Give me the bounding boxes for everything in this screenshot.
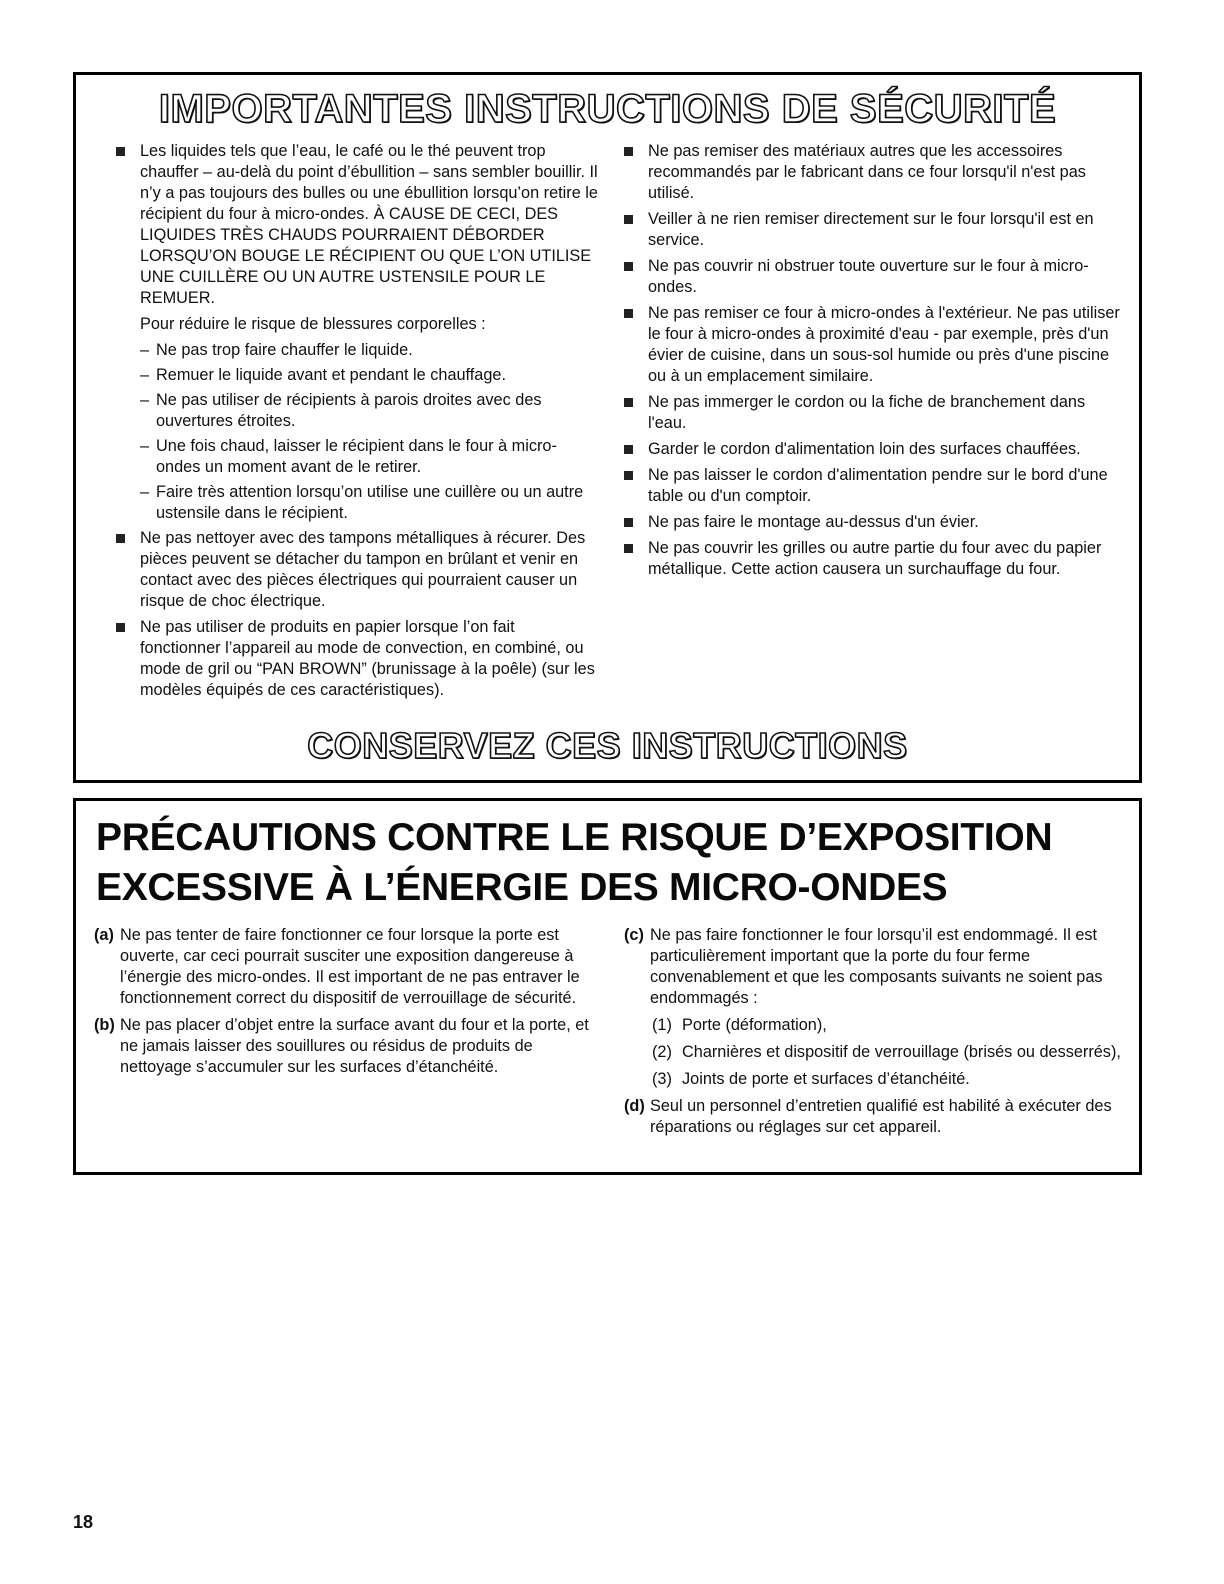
safety-instructions-box: [73, 72, 1142, 783]
safety-right-column: [622, 141, 1122, 585]
precautions-title-line2: EXCESSIVE À L’ÉNERGIE DES MICRO-ONDES: [96, 866, 948, 909]
dash-item: – Une fois chaud, laisser le récipient dans le four à micro-ondes un moment avant de le retirer.: [140, 437, 557, 476]
page-number: 18: [73, 1512, 94, 1532]
list-item: Ne pas immerger le cordon ou la fiche de branchement dans l'eau.: [622, 392, 1122, 434]
precautions-left-column: [94, 925, 594, 1084]
component-item: (3) Joints de porte et surfaces d’étanchéité.: [652, 1070, 970, 1088]
precaution-a: [94, 925, 594, 1009]
precaution-label: (b): [94, 1016, 115, 1034]
list-item: Garder le cordon d'alimentation loin des surfaces chauffées.: [622, 439, 1122, 460]
component-item: (1) Porte (déformation),: [652, 1016, 827, 1034]
list-item: Veiller à ne rien remiser directement sur le four lorsqu'il est en service.: [622, 209, 1122, 251]
dash-item: – Ne pas trop faire chauffer le liquide.: [140, 341, 413, 359]
list-item: Les liquides tels que l’eau, le café ou le thé peuvent trop chauffer – au-delà du point d’ébullition – sans sembler bouillir. Il n’y a pas toujours des bulles ou une ébullition lorsqu’on retire le récipient du four à micro-ondes. À CAUSE DE CECI, DES LIQUIDES TRÈS CHAUDS POURRAIENT DÉBORDER LORSQU’ON BOUGE LE RÉCIPIENT OU QUE L’ON UTILISE UNE CUILLÈRE OU UN AUTRE USTENSILE POUR LE REMUER.: [114, 141, 598, 309]
precaution-label: (d): [624, 1097, 645, 1115]
safety-title: IMPORTANTES INSTRUCTIONS DE SÉCURITÉ: [158, 87, 1057, 131]
list-item: Ne pas nettoyer avec des tampons métalliques à récurer. Des pièces peuvent se détacher du tampon en brûlant et venir en contact avec des pièces électriques qui pourraient causer un risque de choc électrique.: [114, 528, 598, 612]
list-item: Ne pas faire le montage au-dessus d'un évier.: [622, 512, 1122, 533]
list-item: Ne pas remiser des matériaux autres que les accessoires recommandés par le fabricant dans ce four lorsqu'il n'est pas utilisé.: [622, 141, 1122, 204]
save-instructions-footer: CONSERVEZ CES INSTRUCTIONS: [307, 725, 908, 766]
precautions-title: [96, 813, 1096, 913]
dash-item: – Remuer le liquide avant et pendant le chauffage.: [140, 366, 506, 384]
list-item: Ne pas utiliser de produits en papier lorsque l’on fait fonctionner l’appareil au mode de convection, en combiné, ou mode de gril ou “PAN BROWN” (brunissage à la poêle) (sur les modèles équipés de ces caractéristiques).: [114, 617, 598, 701]
risk-intro: Pour réduire le risque de blessures corporelles :: [140, 315, 486, 333]
precautions-box: [73, 798, 1142, 1175]
precautions-title-line1: PRÉCAUTIONS CONTRE LE RISQUE D’EXPOSITION: [96, 816, 1053, 859]
precaution-b: [94, 1015, 594, 1078]
list-item: Ne pas couvrir les grilles ou autre partie du four avec du papier métallique. Cette action causera un surchauffage du four.: [622, 538, 1122, 580]
dash-list: [114, 340, 598, 524]
safety-left-column: [114, 141, 598, 706]
precaution-label: (c): [624, 926, 644, 944]
dash-item: – Faire très attention lorsqu’on utilise une cuillère ou un autre ustensile dans le récipient.: [140, 483, 584, 522]
dash-item: – Ne pas utiliser de récipients à parois droites avec des ouvertures étroites.: [140, 391, 542, 430]
component-item: (2) Charnières et dispositif de verrouillage (brisés ou desserrés),: [652, 1043, 1121, 1061]
list-item: Ne pas couvrir ni obstruer toute ouverture sur le four à micro-ondes.: [622, 256, 1122, 298]
precaution-c: [624, 925, 1124, 1009]
precaution-text: Seul un personnel d’entretien qualifié est habilité à exécuter des réparations ou réglages sur cet appareil.: [650, 1097, 1112, 1136]
precaution-text: Ne pas faire fonctionner le four lorsqu’il est endommagé. Il est particulièrement important que la porte du four ferme convenablement et que les composants suivants ne soient pas endommagés :: [650, 926, 1103, 1007]
precaution-d: [624, 1096, 1124, 1138]
precaution-text: Ne pas tenter de faire fonctionner ce four lorsque la porte est ouverte, car ceci pourrait susciter une exposition dangereuse à l’énergie des micro-ondes. Il est important de ne pas entraver le fonctionnement correct du dispositif de verrouillage de sécurité.: [120, 926, 580, 1007]
list-item: Ne pas laisser le cordon d'alimentation pendre sur le bord d'une table ou d'un comptoir.: [622, 465, 1122, 507]
precaution-label: (a): [94, 926, 114, 944]
precautions-right-column: [624, 925, 1124, 1144]
precaution-text: Ne pas placer d’objet entre la surface avant du four et la porte, et ne jamais laisser des souillures ou résidus de produits de nettoyage s’accumuler sur les surfaces d’étanchéité.: [120, 1016, 589, 1076]
list-item: Ne pas remiser ce four à micro-ondes à l'extérieur. Ne pas utiliser le four à micro-ondes à proximité d'eau - par exemple, près d'un évier de cuisine, dans un sous-sol humide ou près d'une piscine ou à un emplacement similaire.: [622, 303, 1122, 387]
